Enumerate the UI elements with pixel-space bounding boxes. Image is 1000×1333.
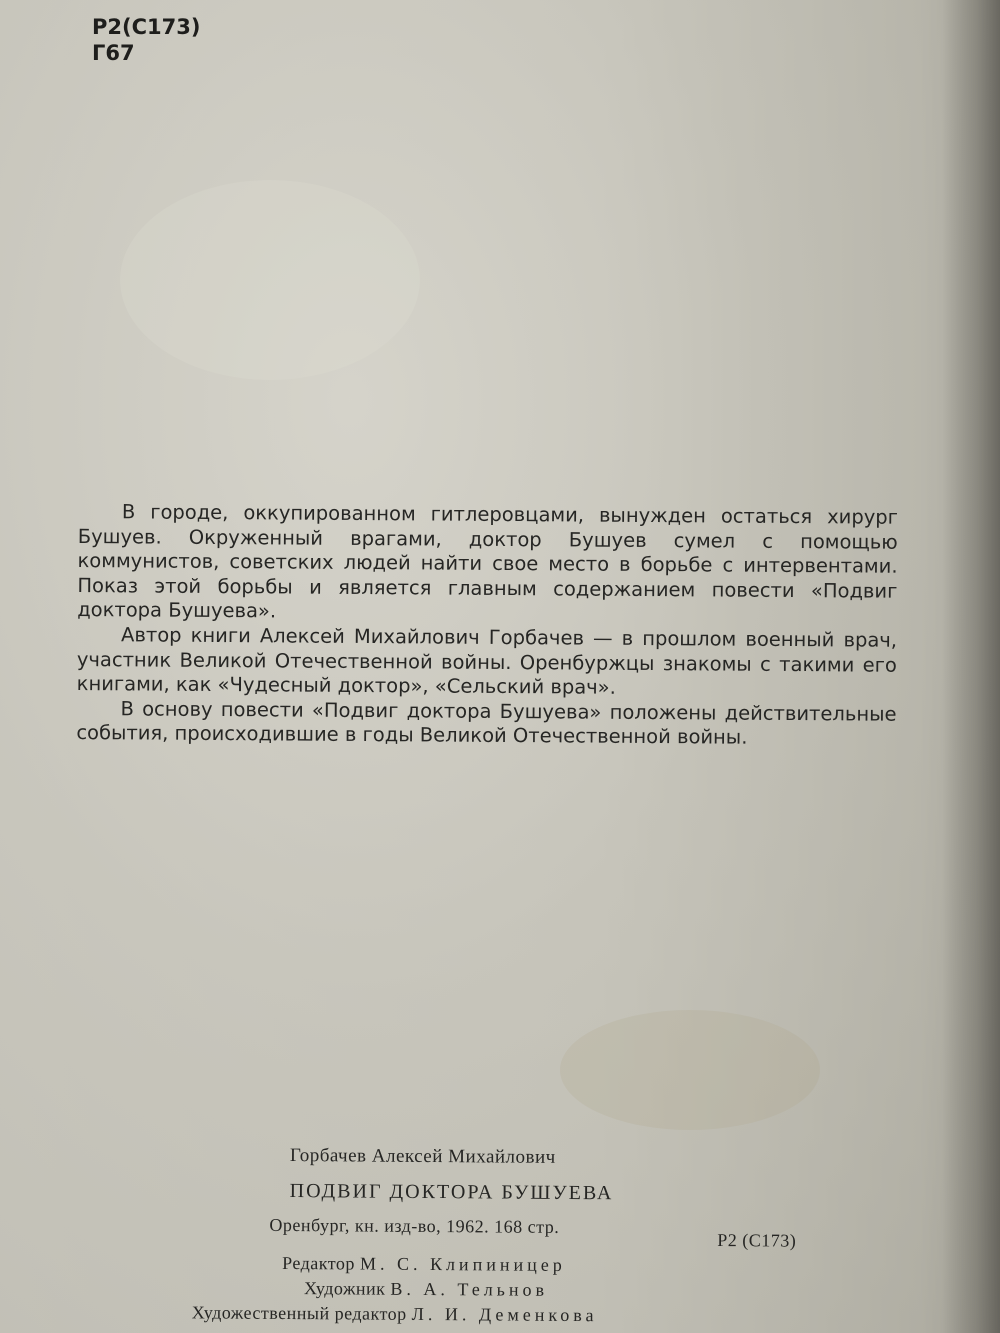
spine-shadow — [942, 0, 1000, 1333]
paper-stain — [560, 1010, 820, 1130]
annotation-paragraph: В основу повести «Подвиг доктора Бушуева» положены действительные события, происходившие в годы Великой Отечественной войны. — [76, 697, 897, 750]
editor-role: Редактор — [282, 1252, 356, 1274]
imprint-art-editor — [192, 1302, 598, 1326]
annotation — [76, 500, 898, 752]
bbk-code: Р2(С173) — [92, 15, 201, 39]
catalog-code-block — [92, 14, 200, 66]
imprint-author: Горбачев Алексей Михайлович — [289, 1145, 556, 1168]
imprint-catalog-code: Р2 (С173) — [717, 1230, 797, 1251]
imprint-title: ПОДВИГ ДОКТОРА БУШУЕВА — [289, 1180, 614, 1205]
imprint-editor — [282, 1253, 566, 1276]
artist-role: Художник — [303, 1278, 386, 1299]
imprint-publication: Оренбург, кн. изд-во, 1962. 168 стр. — [269, 1214, 560, 1237]
author-mark: Г67 — [92, 41, 135, 65]
imprint-block — [0, 1143, 1000, 1326]
art-editor-name: Л. И. Деменкова — [411, 1303, 598, 1326]
art-editor-role: Художественный редактор — [191, 1302, 407, 1324]
artist-name: В. А. Тельнов — [390, 1278, 549, 1300]
imprint-artist — [304, 1278, 548, 1301]
annotation-paragraph: Автор книги Алексей Михайлович Горбачев — в прошлом военный врач, участник Великой Отечественной войны. Оренбуржцы знакомы с такими его книгами, как «Чудесный доктор», «Сельский врач». — [76, 623, 898, 699]
paper-highlight — [120, 180, 420, 380]
editor-name: М. С. Клипиницер — [359, 1253, 566, 1275]
annotation-paragraph: В городе, оккупированном гитлеровцами, вынужден остаться хирург Бушуев. Окруженный врагами, доктор Бушуев сумел с помощью коммунистов, советских людей найти свое место в борьбе с интервентами. Показ этой борьбы и является главным содержанием повести «Подвиг доктора Бушуева». — [77, 500, 898, 623]
